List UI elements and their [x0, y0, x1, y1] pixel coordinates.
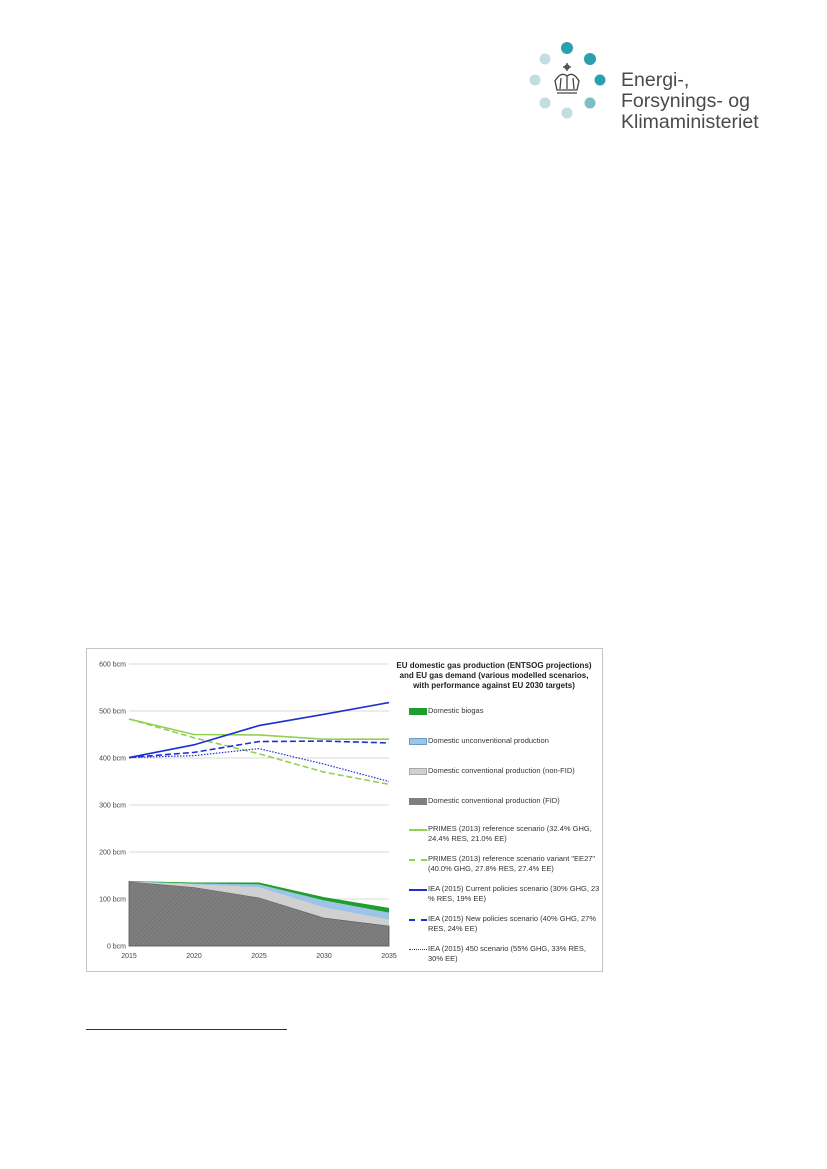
- legend-label-primes-ee27: PRIMES (2013) reference scenario variant "EE27" (40.0% GHG, 27.8% RES, 27.4% EE): [428, 854, 596, 873]
- legend-label-non-fid: Domestic conventional production (non-FID): [428, 766, 575, 775]
- chart-title-line-3: with performance against EU 2030 targets): [413, 681, 575, 690]
- x-tick-label: 2030: [316, 953, 332, 960]
- legend-item-iea-current: [409, 884, 600, 908]
- legend-swatch-iea-current: [409, 889, 427, 891]
- legend-item-non-fid: [409, 766, 595, 790]
- crown-icon: [555, 63, 579, 93]
- x-tick-label: 2035: [381, 953, 397, 960]
- legend-label-primes-ref: PRIMES (2013) reference scenario (32.4% GHG, 24.4% RES, 21.0% EE): [428, 824, 592, 843]
- logo-name-line-3: Klimaministeriet: [621, 111, 759, 133]
- legend-label-iea-450: IEA (2015) 450 scenario (55% GHG, 33% RES, 30% EE): [428, 944, 586, 963]
- y-tick-label: 500 bcm: [99, 708, 126, 716]
- legend-item-fid: [409, 796, 595, 820]
- y-tick-label: 0 bcm: [106, 943, 126, 951]
- legend-item-iea-450: [409, 944, 595, 968]
- y-tick-label: 300 bcm: [99, 802, 126, 810]
- logo-dot-bottom-right: [585, 98, 596, 109]
- legend-label-fid: Domestic conventional production (FID): [428, 796, 560, 805]
- chart-title-line-1: EU domestic gas production (ENTSOG projections): [396, 661, 592, 670]
- legend-item-biogas: [409, 706, 595, 730]
- legend-label-iea-current: IEA (2015) Current policies scenario (30% GHG, 23 % RES, 19% EE): [428, 884, 600, 903]
- legend-label-unconventional: Domestic unconventional production: [428, 736, 549, 745]
- logo-emblem: [528, 41, 620, 131]
- legend-swatch-fid: [409, 798, 427, 805]
- x-tick-label: 2015: [121, 953, 137, 960]
- legend-swatch-biogas: [409, 708, 427, 715]
- logo-dot-top-left: [540, 54, 551, 65]
- logo-name-line-1: Energi-,: [621, 69, 690, 91]
- y-tick-label: 600 bcm: [99, 661, 126, 669]
- line-series-1: [129, 719, 389, 739]
- logo-dot-top-right: [584, 53, 596, 65]
- logo-name-line-2: Forsynings- og: [621, 90, 750, 112]
- logo-dot-left: [530, 75, 541, 86]
- legend-label-iea-new: IEA (2015) New policies scenario (40% GHG, 27% RES, 24% EE): [428, 914, 596, 933]
- legend-swatch-primes-ref: [409, 829, 427, 831]
- x-tick-label: 2020: [186, 953, 202, 960]
- legend-item-primes-ee27: [409, 854, 595, 878]
- legend-swatch-iea-new: [409, 919, 427, 921]
- footnote-separator: [86, 1029, 287, 1030]
- logo-dot-bottom: [562, 108, 573, 119]
- logo-ministry-name: [621, 70, 759, 133]
- x-tick-label: 2025: [251, 953, 267, 960]
- y-tick-label: 100 bcm: [99, 896, 126, 904]
- legend-swatch-primes-ee27: [409, 859, 427, 861]
- chart-title: [393, 661, 595, 691]
- gas-chart: [86, 648, 603, 972]
- logo-dot-top: [561, 42, 573, 54]
- y-tick-label: 200 bcm: [99, 849, 126, 857]
- chart-title-line-2: and EU gas demand (various modelled scenarios,: [399, 671, 589, 680]
- ministry-logo: [528, 41, 768, 131]
- legend-label-biogas: Domestic biogas: [428, 706, 484, 715]
- legend-swatch-non-fid: [409, 768, 427, 775]
- logo-dot-right: [595, 75, 606, 86]
- y-tick-label: 400 bcm: [99, 755, 126, 763]
- legend-swatch-iea-450: [409, 949, 427, 950]
- legend-swatch-unconventional: [409, 738, 427, 745]
- legend-item-iea-new: [409, 914, 595, 938]
- legend-item-unconventional: [409, 736, 595, 760]
- legend-item-primes-ref: [409, 824, 595, 848]
- logo-dot-bottom-left: [540, 98, 551, 109]
